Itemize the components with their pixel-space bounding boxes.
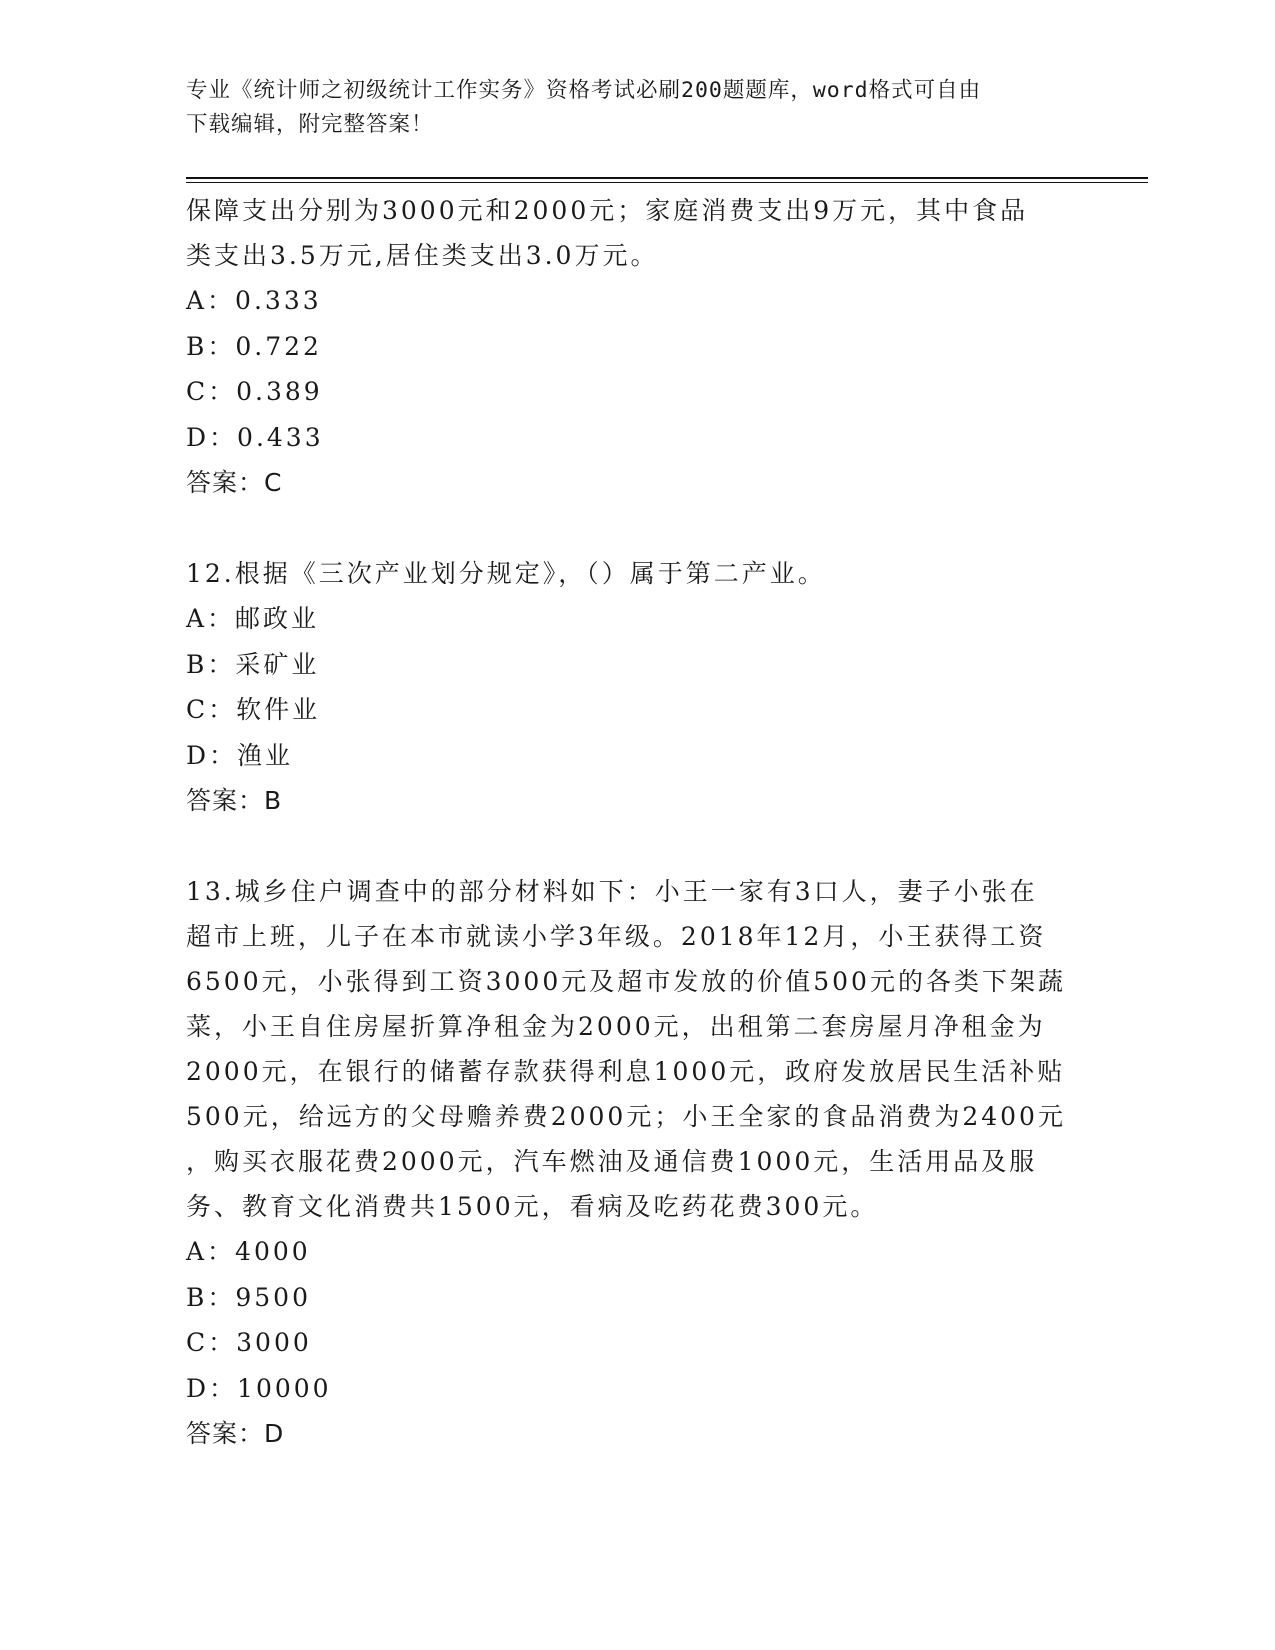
answer: 答案：C — [186, 468, 283, 497]
question-text-line: 6500元，小张得到工资3000元及超市发放的价值500元的各类下架蔬 — [186, 967, 1066, 996]
option-c: C：3000 — [186, 1328, 312, 1357]
page-header — [186, 74, 1066, 142]
question-text-line: 超市上班，儿子在本市就读小学3年级。2018年12月，小王获得工资 — [186, 922, 1047, 951]
question-text-line: 菜，小王自住房屋折算净租金为2000元，出租第二套房屋月净租金为 — [186, 1012, 1046, 1041]
question-text-line: 500元，给远方的父母赡养费2000元；小王全家的食品消费为2400元 — [186, 1102, 1066, 1131]
header-rule-thick — [186, 177, 1148, 179]
option-d: D：渔业 — [186, 740, 294, 770]
option-d: D：0.433 — [186, 422, 324, 452]
question-11 — [186, 188, 1086, 506]
question-12 — [186, 551, 1086, 824]
question-text-line: 务、教育文化消费共1500元，看病及吃药花费300元。 — [186, 1192, 879, 1221]
answer: 答案：D — [186, 1419, 285, 1448]
question-text-line: 保障支出分别为3000元和2000元；家庭消费支出9万元，其中食品 — [186, 196, 1029, 225]
option-a: A：4000 — [186, 1237, 311, 1266]
question-13 — [186, 869, 1086, 1457]
question-text-line: 2000元，在银行的储蓄存款获得利息1000元，政府发放居民生活补贴 — [186, 1057, 1066, 1086]
option-d: D：10000 — [186, 1373, 332, 1403]
question-text-line: 13.城乡住户调查中的部分材料如下：小王一家有3口人，妻子小张在 — [186, 877, 1038, 906]
option-c: C：软件业 — [186, 695, 321, 724]
question-text-line: ，购买衣服花费2000元，汽车燃油及通信费1000元，生活用品及服 — [186, 1147, 1038, 1176]
option-c: C：0.389 — [186, 377, 323, 406]
question-content — [186, 188, 1086, 1457]
answer: 答案：B — [186, 786, 283, 815]
header-rule-thin — [186, 182, 1148, 183]
spacer — [186, 506, 1086, 551]
option-b: B：9500 — [186, 1282, 311, 1312]
option-b: B：0.722 — [186, 331, 322, 361]
spacer — [186, 824, 1086, 869]
header-line-2: 下载编辑，附完整答案！ — [186, 112, 434, 137]
question-text-line: 类支出3.5万元,居住类支出3.0万元。 — [186, 241, 659, 270]
header-line-1: 专业《统计师之初级统计工作实务》资格考试必刷200题题库，word格式可自由 — [186, 78, 982, 103]
option-a: A：0.333 — [186, 286, 322, 315]
option-a: A：邮政业 — [186, 604, 320, 633]
option-b: B：采矿业 — [186, 649, 320, 679]
question-text-line: 12.根据《三次产业划分规定》，（）属于第二产业。 — [186, 559, 826, 588]
